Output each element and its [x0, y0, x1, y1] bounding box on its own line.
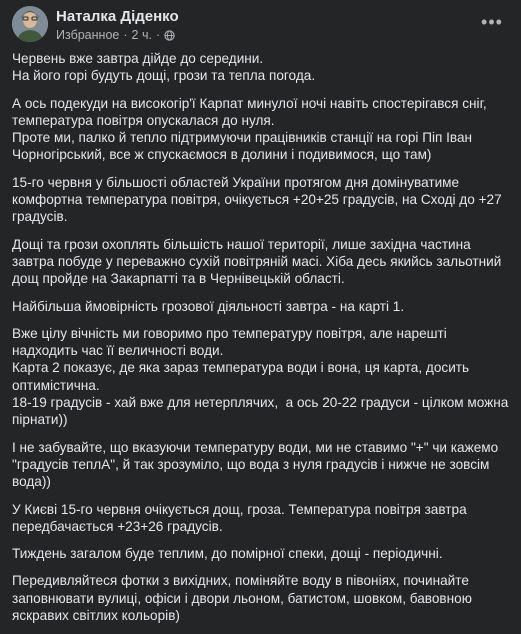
post-time[interactable]: 2 ч.: [131, 28, 152, 42]
paragraph: Вже цілу вічність ми говоримо про температуру повітря, але нарешті надходить час її величності води. Карта 2 показує, де яка зараз температура води і вона, ця карта, досить оптимістична. 18-19 градусів - хай вже для нетерплячих, а ось 20-22 градуси - цілком можна пірнати)): [12, 325, 509, 428]
more-options-button[interactable]: [480, 12, 504, 32]
more-options-icon: •••: [481, 11, 503, 32]
paragraph: Найбільша ймовірність грозової діяльності завтра - на карті 1.: [12, 298, 405, 314]
paragraph: А ось подекуди на високогір'ї Карпат минулої ночі навіть спостерігався сніг, температура повітря опускалася до нуля. Проте ми, палко й тепло підтримуючи працівників станції на горі Піп Іван Чорногірський, все ж спускаємося в долини і подивимося, що там): [12, 95, 487, 163]
avatar-photo-icon: [12, 6, 48, 42]
paragraph: І не забувайте, що вказуючи температуру води, ми не ставимо "+" чи кажемо "градусів теплА", й так зрозуміло, що вода з нуля градусів і нижче не зовсім вода)): [12, 439, 502, 490]
meta-separator-2: ·: [155, 28, 161, 42]
author-avatar[interactable]: [12, 6, 48, 42]
paragraph: Тиждень загалом буде теплим, до помірної спеки, дощі - періодичні.: [12, 546, 443, 562]
meta-separator: ·: [123, 28, 128, 42]
post-body: [12, 50, 512, 634]
paragraph: У Києві 15-го червня очікується дощ, гроза. Температура повітря завтра передбачається +23+26 градусів.: [12, 501, 471, 534]
post-meta: [56, 28, 175, 42]
paragraph: 15-го червня у більшості областей України протягом дня домінуватиме комфортна температура повітря, очікується +20+25 градусів, на Сході до +27 градусів.: [12, 174, 506, 225]
meta-label[interactable]: Избранное: [56, 28, 120, 42]
post-header: [12, 6, 512, 42]
paragraph: Червень вже завтра дійде до середини. На його горі будуть дощі, грози та тепла погода.: [12, 51, 316, 84]
paragraph: Передивляйтеся фотки з вихідних, поміняйте воду в півоніях, починайте заповнювати вулиці, офіси і двори льоном, батистом, шовком, бавовною яскравих світлих кольорів): [12, 573, 476, 624]
author-name[interactable]: Наталка Діденко: [56, 8, 179, 25]
globe-icon: [164, 30, 175, 41]
paragraph: Дощі та грози охоплять більшість нашої території, лише західна частина завтра побуде у переважно сухій повітряній масі. Хіба десь якийсь зальотний дощ пройде на Закарпатті та в Чернівецькій області.: [12, 236, 506, 287]
